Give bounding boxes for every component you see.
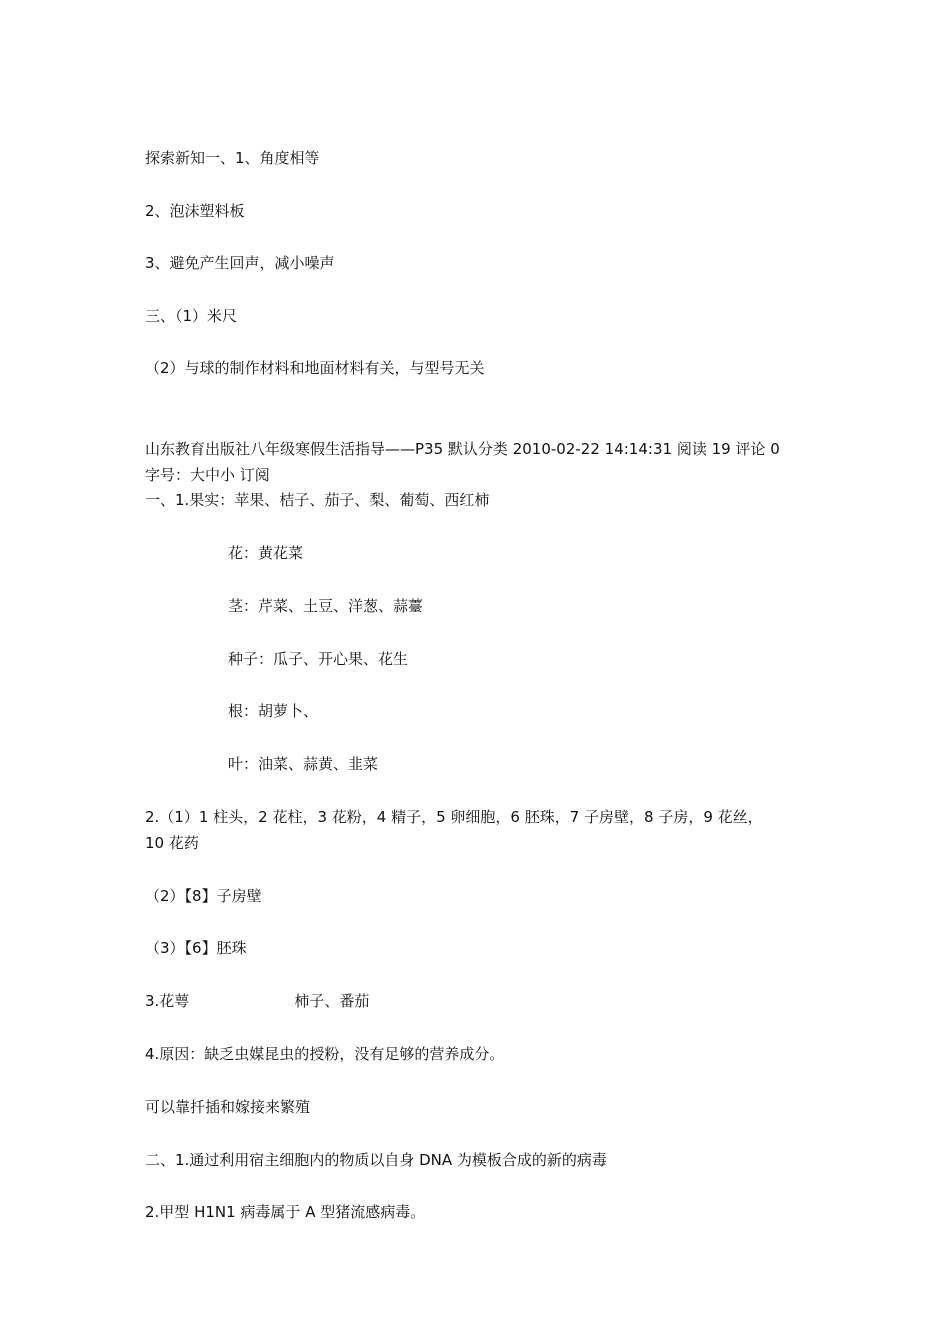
answer-line: 茎：芹菜、土豆、洋葱、蒜薹 <box>228 597 424 615</box>
answer-line: 根：胡萝卜、 <box>228 702 319 720</box>
subscribe-link[interactable]: 订阅 <box>239 466 270 484</box>
answer-line: 10 花药 <box>145 834 199 852</box>
answer-line: 三、（1）米尺 <box>145 307 238 325</box>
article-header <box>145 436 810 488</box>
read-count: 阅读 19 <box>676 440 731 458</box>
answer-line: 可以靠扦插和嫁接来繁殖 <box>145 1098 311 1116</box>
answer-line: 2.（1）1 柱头，2 花柱，3 花粉，4 精子，5 卵细胞，6 胚珠，7 子房壁，8 子房，9 花丝， <box>145 808 763 826</box>
answer-line: 一、1.果实：苹果、桔子、茄子、梨、葡萄、西红柿 <box>145 491 490 509</box>
comment-link[interactable]: 评论 0 <box>735 440 780 458</box>
answer-line: （2）与球的制作材料和地面材料有关，与型号无关 <box>145 359 485 377</box>
category-link[interactable]: 默认分类 <box>447 440 508 458</box>
answer-part: 柿子、番茄 <box>294 992 370 1010</box>
article-title: 山东教育出版社八年级寒假生活指导——P35 <box>145 440 444 458</box>
answer-part: 3.花萼 <box>145 992 190 1010</box>
post-datetime: 2010-02-22 14:14:31 <box>512 440 673 458</box>
answer-line: 花：黄花菜 <box>228 544 304 562</box>
answer-line: （2）【8】子房壁 <box>145 887 262 905</box>
answer-line: 探索新知一、1、角度相等 <box>145 149 320 167</box>
answer-line: 2、泡沫塑料板 <box>145 202 245 220</box>
answer-line: （3）【6】胚珠 <box>145 939 247 957</box>
answer-line <box>145 991 369 1011</box>
answer-line: 叶：油菜、蒜黄、韭菜 <box>228 755 379 773</box>
answer-line: 种子：瓜子、开心果、花生 <box>228 650 409 668</box>
answer-line: 4.原因：缺乏虫媒昆虫的授粉，没有足够的营养成分。 <box>145 1045 505 1063</box>
font-size-switch[interactable]: 字号：大中小 <box>145 466 236 484</box>
answer-line: 3、避免产生回声，减小噪声 <box>145 254 335 272</box>
answer-line: 二、1.通过利用宿主细胞内的物质以自身 DNA 为模板合成的新的病毒 <box>145 1151 607 1169</box>
answer-line: 2.甲型 H1N1 病毒属于 A 型猪流感病毒。 <box>145 1203 426 1221</box>
